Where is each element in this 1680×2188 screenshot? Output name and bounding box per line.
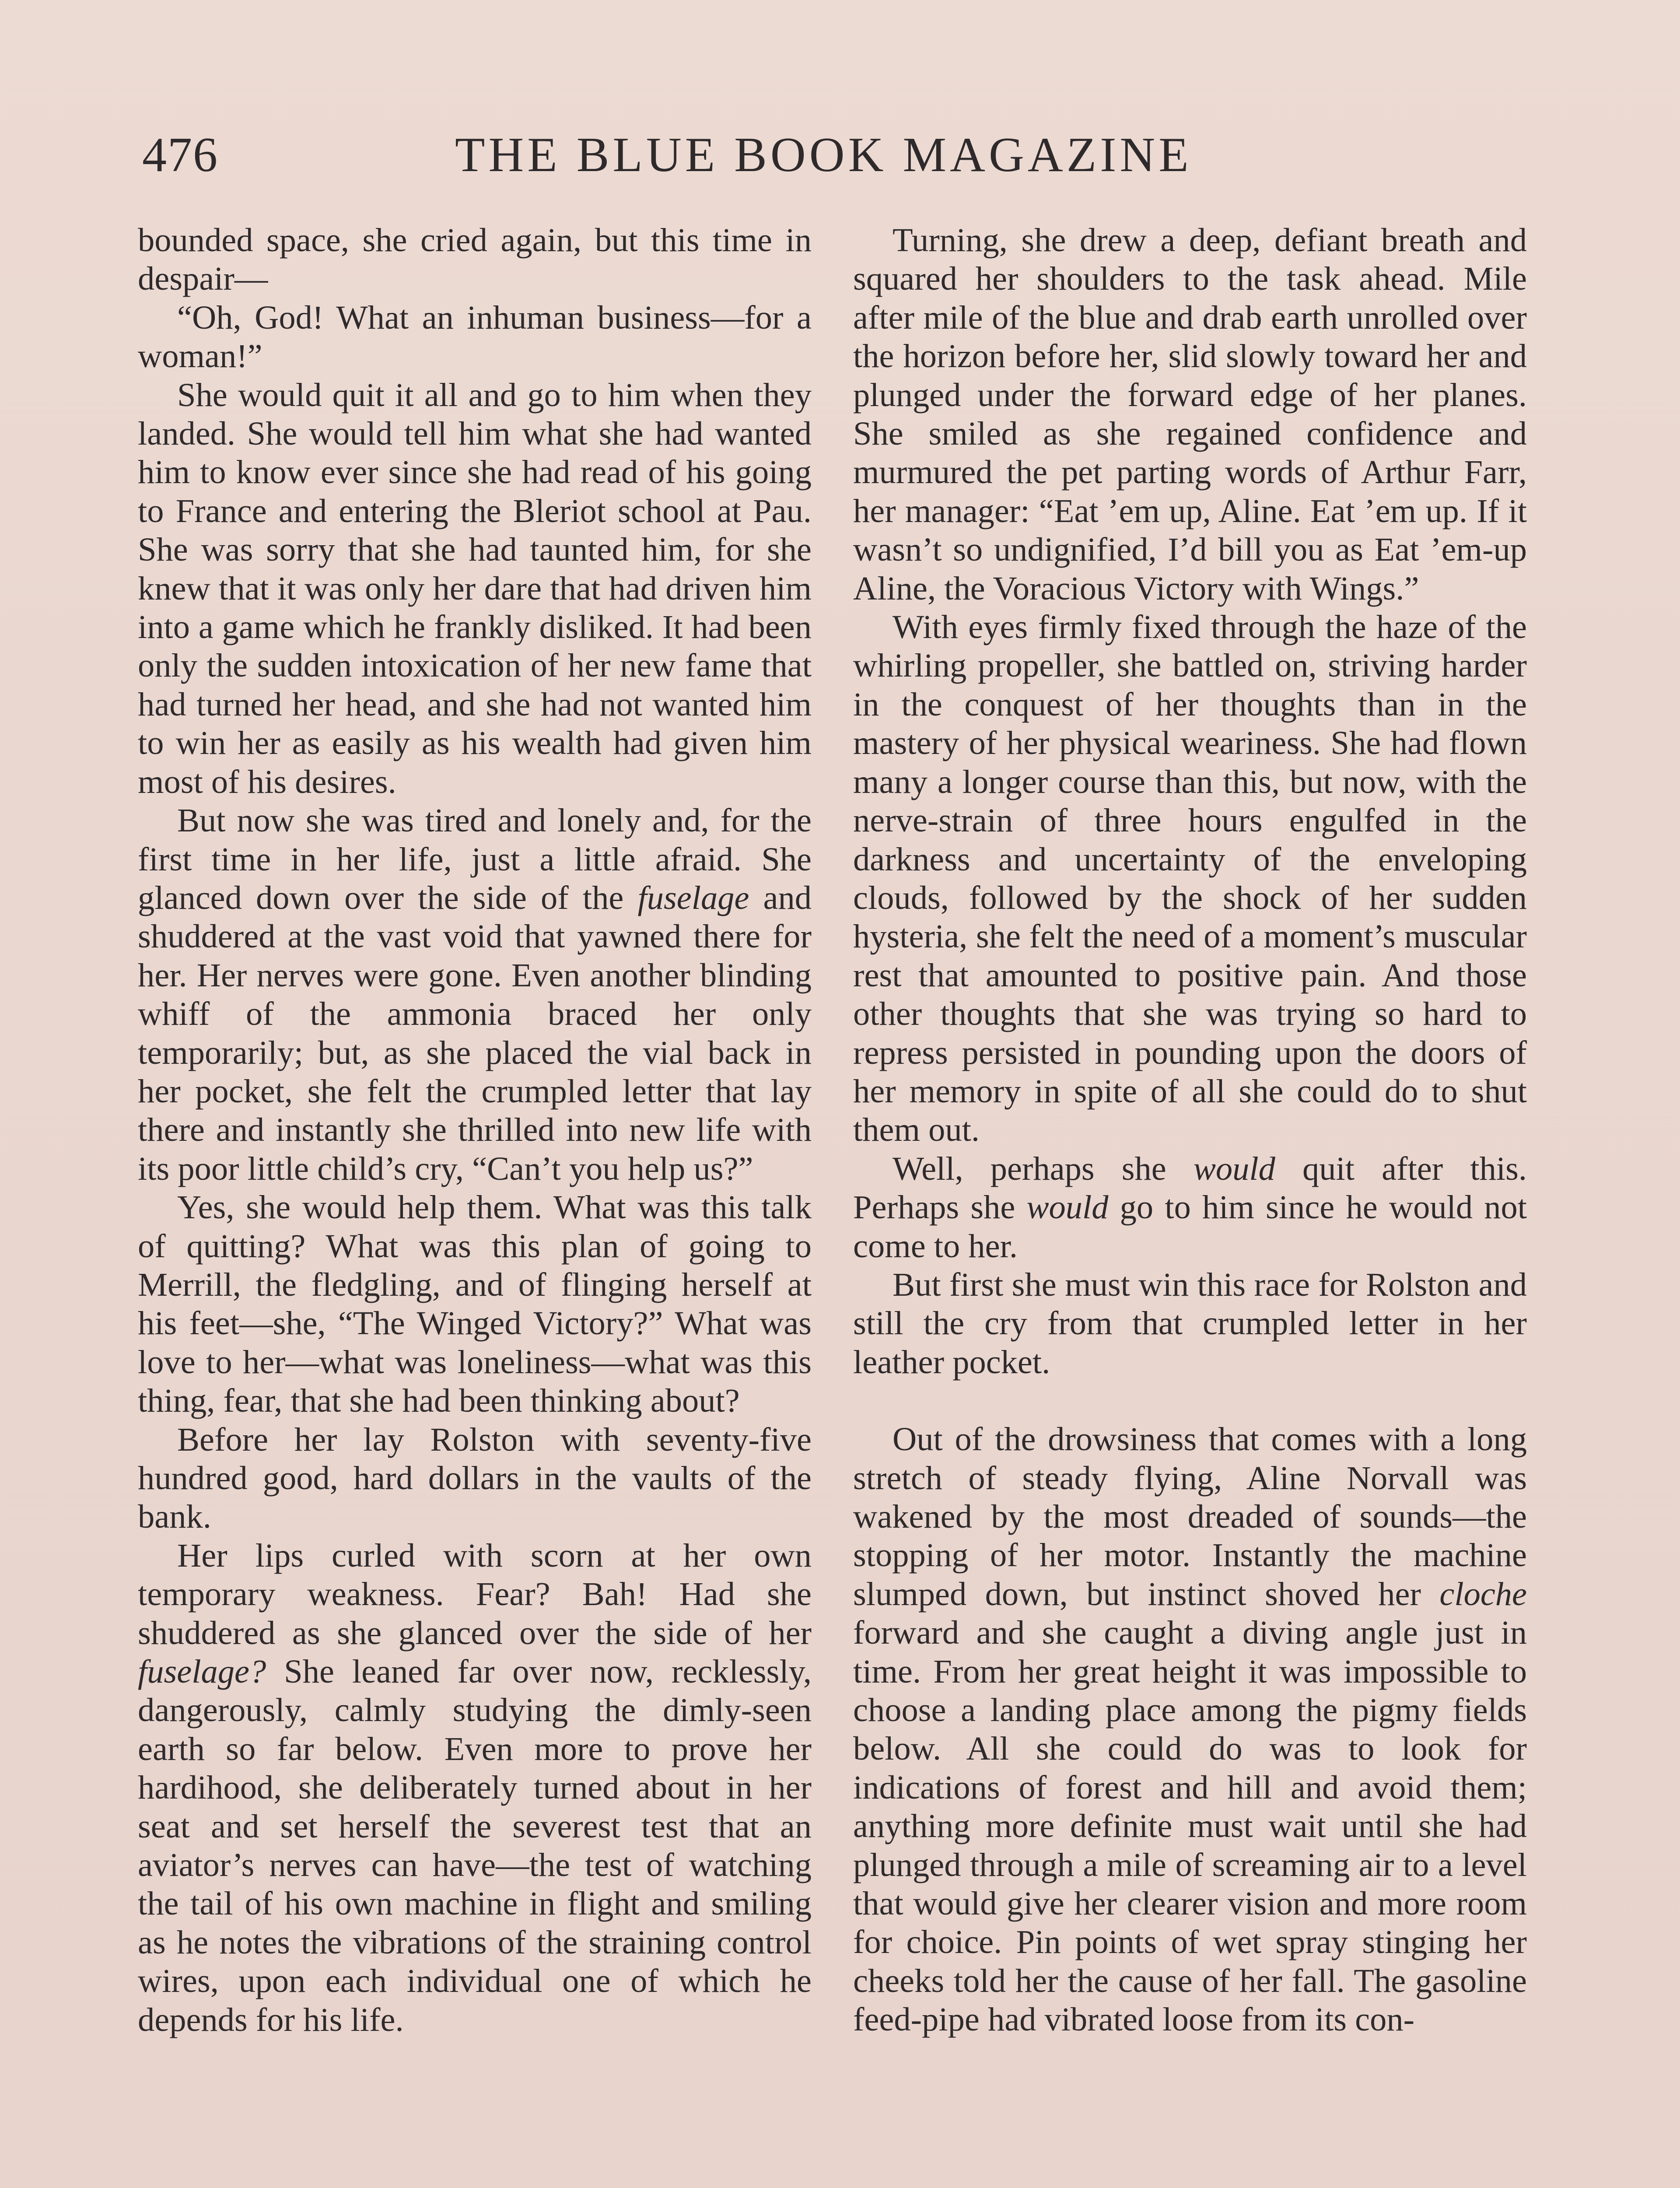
text-run: Out of the drowsiness that comes with a long stretch of steady flying, Aline Norvall was wakened by the most dreaded of sounds—the stopping of her motor. Instantly the machine slumped down, but instinct shoved her	[853, 1420, 1527, 1613]
italic-word: would	[1193, 1150, 1275, 1187]
paragraph: She would quit it all and go to him when they landed. She would tell him what she had wanted him to know ever since she had read of his going to France and entering the Bleriot school at Pau. She was sorry that she had taunted him, for she knew that it was only her dare that had driven him into a game which he frankly disliked. It had been only the sudden intoxication of her new fame that had turned her head, and she had not wanted him to win her as easily as his wealth had given him most of his desires.	[138, 376, 812, 800]
page-header	[142, 123, 1538, 188]
italic-word: would	[1026, 1189, 1109, 1226]
italic-word: cloche	[1439, 1575, 1527, 1613]
paragraph	[853, 1150, 1527, 1266]
paragraph	[138, 801, 812, 1188]
paragraph: Before her lay Rolston with seventy-five hundred good, hard dollars in the vaults of the bank.	[138, 1420, 812, 1536]
text-run: Her lips curled with scorn at her own temporary weakness. Fear? Bah! Had she shuddered as she glanced over the side of her	[138, 1536, 812, 1652]
italic-word: fuselage?	[138, 1653, 266, 1690]
text-run: forward and she caught a diving angle just in time. From her great height it was impossible to choose a landing place among the pigmy fields below. All she could do was to look for indications of forest and hill and avoid them; anything more definite must wait until she had plunged through a mile of screaming air to a level that would give her clearer vision and more room for choice. Pin points of wet spray stinging her cheeks told her the cause of her fall. The gasoline feed-pipe had vibrated loose from its con-	[853, 1614, 1527, 2038]
italic-word: fuselage	[637, 879, 749, 916]
paragraph: “Oh, God! What an inhuman business—for a woman!”	[138, 298, 812, 375]
paragraph: Yes, she would help them. What was this talk of quitting? What was this plan of going to Merrill, the fledgling, and of flinging herself at his feet—she, “The Winged Victory?” What was love to her—what was loneliness—what was this thing, fear, that she had been thinking about?	[138, 1189, 812, 1420]
text-run: But now she was tired and lonely and, for the first time in her life, just a little afraid. She glanced down over the side of the	[138, 802, 812, 916]
text-run: Well, perhaps she	[892, 1150, 1166, 1187]
paragraph: Turning, she drew a deep, defiant breath and squared her shoulders to the task ahead. Mile after mile of the blue and drab earth unrolled over the horizon before her, slid slowly toward her and plunged under the forward edge of her planes. She smiled as she regained confidence and murmured the pet parting words of Arthur Farr, her manager: “Eat ’em up, Aline. Eat ’em up. If it wasn’t so undignified, I’d bill you as Eat ’em-up Aline, the Voracious Victory with Wings.”	[853, 221, 1527, 607]
text-run: quit after this. Perhaps she	[853, 1150, 1527, 1226]
right-text-column	[853, 221, 1527, 2039]
paragraph: With eyes firmly fixed through the haze of the whirling propeller, she battled on, striving harder in the conquest of her thoughts than in the mastery of her physical weariness. She had flown many a longer course than this, but now, with the nerve-strain of three hours engulfed in the darkness and uncertainty of the enveloping clouds, followed by the shock of her sudden hysteria, she felt the need of a moment’s muscular rest that amounted to positive pain. And those other thoughts that she was trying so hard to repress persisted in pounding upon the doors of her memory in spite of all she could do to shut them out.	[853, 608, 1527, 1149]
text-run: and shuddered at the vast void that yawned there for her. Her nerves were gone. Even another blinding whiff of the ammonia braced her only temporarily; but, as she placed the vial back in her pocket, she felt the crumpled letter that lay there and instantly she thrilled into new life with its poor little child’s cry, “Can’t you help us?”	[138, 879, 812, 1187]
left-text-column	[138, 221, 812, 2039]
paragraph	[853, 1420, 1527, 2039]
paragraph: But first she must win this race for Rolston and still the cry from that crumpled letter in her leather pocket.	[853, 1266, 1527, 1381]
paragraph	[138, 1536, 812, 2039]
paragraph: bounded space, she cried again, but this time in despair—	[138, 221, 812, 298]
running-head: THE BLUE BOOK MAGAZINE	[455, 128, 1192, 182]
text-run: She leaned far over now, recklessly, dangerously, calmly studying the dimly-seen earth so far below. Even more to prove her hardihood, she deliberately turned about in her seat and set herself the severest test that an aviator’s nerves can have—the test of watching the tail of his own machine in flight and smiling as he notes the vibrations of the straining control wires, upon each individual one of which he depends for his life.	[138, 1653, 812, 2038]
text-run: go to him since he would not come to her.	[853, 1189, 1527, 1265]
page-number: 476	[142, 128, 218, 182]
